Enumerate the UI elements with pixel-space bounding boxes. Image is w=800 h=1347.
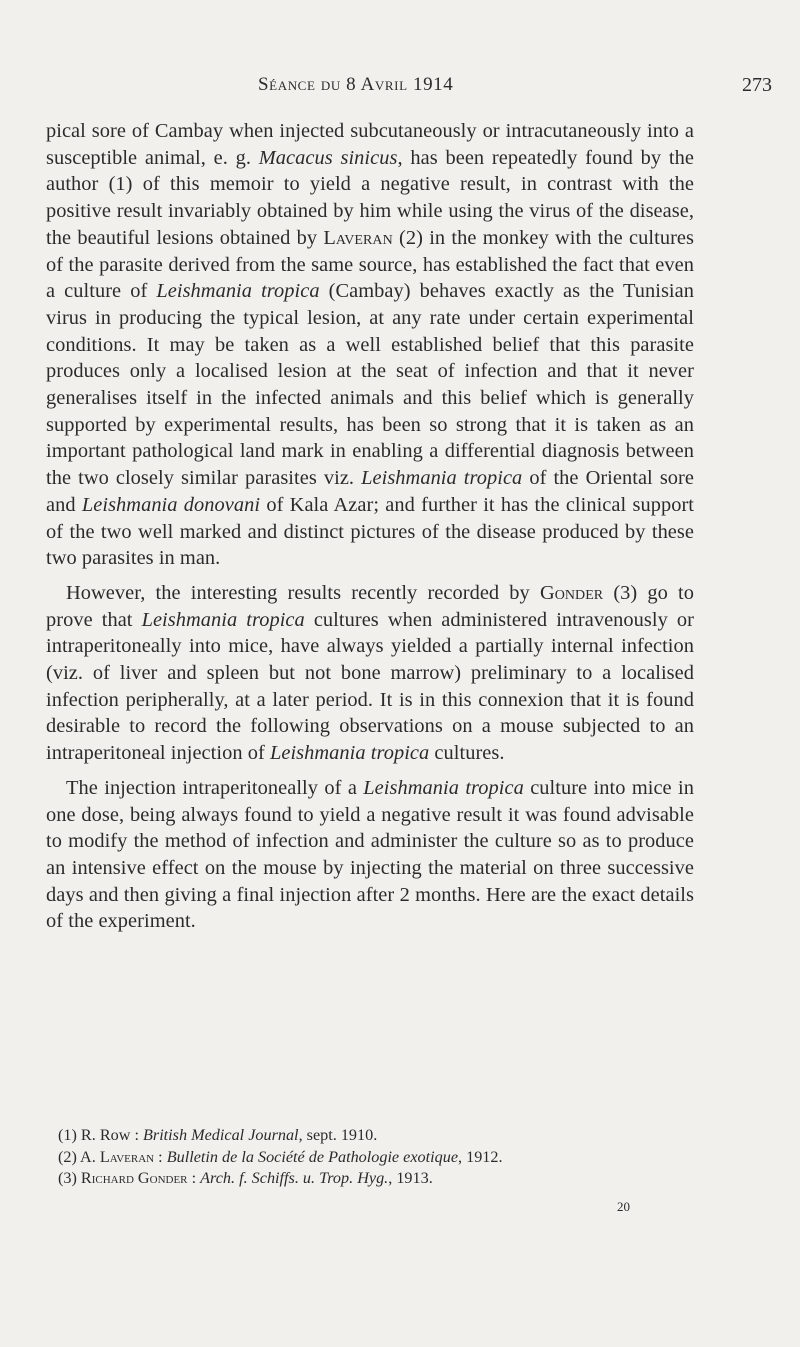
species-name: Leishmania tropica xyxy=(363,776,524,799)
footnotes xyxy=(58,1125,678,1190)
footnote-author-prefix: A. xyxy=(76,1147,100,1166)
footnote-number: (1) xyxy=(58,1126,77,1144)
species-name: Leishmania tropica xyxy=(361,467,523,490)
footnote-source: Bulletin de la Société de Pathologie exotique xyxy=(166,1147,458,1166)
footnote-1 xyxy=(58,1125,678,1147)
page-number: 273 xyxy=(742,74,772,96)
paragraph-3 xyxy=(46,775,694,935)
footnote-number: (2) xyxy=(58,1147,77,1166)
species-name: Leishmania tropica xyxy=(156,280,320,303)
species-name: Leishmania tropica xyxy=(269,742,430,765)
paragraph-1-text-4: (Cambay) behaves exactly as the Tunisian virus in producing the typical lesion, at any rate under certain experimental conditions. It may be taken as a well established belief that this parasite produces only a localised lesion at the seat of infection and that it never generalises itself in the infected animals and this belief which is generally supported by experimental results, has been so strong that it is taken as an important pathological land mark in enabling a differential diagnosis between the two closely similar parasites viz. xyxy=(46,280,694,490)
footnote-separator: : xyxy=(154,1147,167,1166)
page-header xyxy=(46,70,772,102)
running-title: Séance du 8 Avril 1914 xyxy=(258,74,454,95)
footnote-author: Laveran xyxy=(99,1147,155,1166)
paragraph-2-text-2: (3) go to prove that xyxy=(46,581,694,631)
paragraph-1-text-5: of the Oriental sore and xyxy=(46,467,694,516)
paragraph-2-text-3: cultures when administered intravenously or intraperitoneally into mice, have always yielded a partially internal infection (viz. of liver and spleen but not bone marrow) preliminary to a localised infection peripherally, at a later period. It is in this connexion that it is found desirable to record the following observations on a mouse subjected to an intraperitoneal injection of xyxy=(46,608,695,765)
footnote-number: (3) xyxy=(58,1169,77,1187)
footnote-date: , 1913. xyxy=(388,1169,433,1187)
footnote-source: British Medical Journal xyxy=(143,1126,299,1144)
footnote-author: R. Row : xyxy=(76,1126,143,1144)
paragraph-1-text-6: of Kala Azar; and further it has the clinical support of the two well marked and distinct pictures of the disease produced by these two parasites in man. xyxy=(46,493,694,570)
species-name: Macacus sinicus xyxy=(258,146,398,169)
paragraph-2-text-4: cultures. xyxy=(429,742,505,765)
footnote-3 xyxy=(58,1168,678,1190)
footnote-date: , sept. 1910. xyxy=(298,1126,378,1144)
paragraph-3-text-1: The injection intraperitoneally of a xyxy=(66,776,364,799)
species-name: Leishmania donovani xyxy=(81,493,261,516)
body-text xyxy=(46,118,694,935)
paragraph-2 xyxy=(46,580,694,767)
paragraph-1-text-1: pical sore of Cambay when injected subcutaneously or intracutaneously into a susceptible animal, e. g. xyxy=(46,120,694,169)
paragraph-1-text-3: (2) in the monkey with the cultures of the parasite derived from the same source, has established the fact that even a culture of xyxy=(46,226,694,303)
paragraph-2-text-1: However, the interesting results recently recorded by xyxy=(66,581,540,604)
printer-signature-mark: 20 xyxy=(617,1199,630,1214)
paragraph-1-text-2: , has been repeatedly found by the author (1) of this memoir to yield a negative result, in contrast with the positive result invariably obtained by him while using the virus of the disease, the beautiful lesions obtained by xyxy=(46,146,694,249)
footnote-separator: : xyxy=(187,1169,201,1187)
footnote-author: Richard Gonder xyxy=(80,1169,188,1187)
footnote-2 xyxy=(58,1147,678,1169)
species-name: Leishmania tropica xyxy=(141,608,305,631)
paragraph-3-text-2: culture into mice in one dose, being always found to yield a negative result it was found advisable to modify the method of infection and administer the culture so as to produce an intensive effect on the mouse by injecting the material on three successive days and then giving a final injection after 2 months. Here are the exact details of the experiment. xyxy=(46,776,694,933)
paragraph-1 xyxy=(46,118,694,572)
author-name: Laveran xyxy=(323,226,393,249)
author-name: Gonder xyxy=(539,581,604,604)
footnote-source: Arch. f. Schiffs. u. Trop. Hyg. xyxy=(200,1169,389,1187)
footnote-date: , 1912. xyxy=(458,1147,503,1166)
